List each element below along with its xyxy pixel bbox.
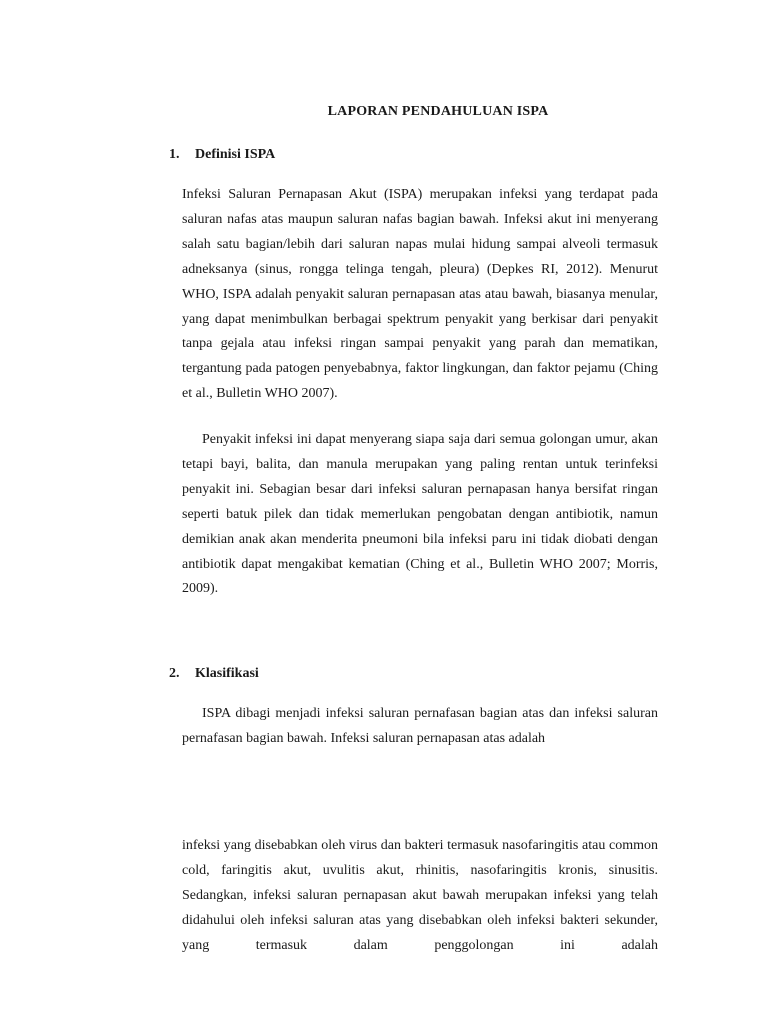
section-number: 2.: [169, 666, 180, 681]
document-title: LAPORAN PENDAHULUAN ISPA: [327, 104, 549, 119]
paragraph-klasifikasi-1: ISPA dibagi menjadi infeksi saluran pernafasan bagian atas dan infeksi saluran pernafasan bagian bawah. Infeksi saluran pernapasan atas adalah: [182, 706, 658, 746]
paragraph-klasifikasi-2: infeksi yang disebabkan oleh virus dan bakteri termasuk nasofaringitis atau common cold, faringitis akut, uvulitis akut, rhinitis, nasofaringitis kronis, sinusitis. Sedangkan, infeksi saluran pernapasan akut bawah merupakan infeksi yang telah didahului oleh infeksi saluran atas yang disebabkan oleh infeksi bakteri sekunder, yang termasuk dalam penggolongan ini adalah: [182, 838, 658, 953]
paragraph-definisi-1: Infeksi Saluran Pernapasan Akut (ISPA) merupakan infeksi yang terdapat pada saluran nafas atas maupun saluran nafas bagian bawah. Infeksi akut ini menyerang salah satu bagian/lebih dari saluran napas mulai hidung sampai alveoli termasuk adneksanya (sinus, rongga telinga tengah, pleura) (Depkes RI, 2012). Menurut WHO, ISPA adalah penyakit saluran pernapasan atas atau bawah, biasanya menular, yang dapat menimbulkan berbagai spektrum penyakit yang berkisar dari penyakit tanpa gejala atau infeksi ringan sampai penyakit yang parah dan mematikan, tergantung pada patogen penyebabnya, faktor lingkungan, dan faktor pejamu (Ching et al., Bulletin WHO 2007).: [182, 187, 658, 402]
section-heading-klasifikasi: [169, 666, 259, 682]
section-number: 1.: [169, 147, 180, 162]
paragraph-definisi-2: Penyakit infeksi ini dapat menyerang siapa saja dari semua golongan umur, akan tetapi bayi, balita, dan manula merupakan yang paling rentan untuk terinfeksi penyakit ini. Sebagian besar dari infeksi saluran pernapasan hanya bersifat ringan seperti batuk pilek dan tidak memerlukan pengobatan dengan antibiotik, namun demikian anak akan menderita pneumoni bila infeksi paru ini tidak diobati dengan antibiotik dapat mengakibat kematian (Ching et al., Bulletin WHO 2007; Morris, 2009).: [182, 432, 658, 597]
section-heading-definisi: [169, 147, 275, 163]
section-title: Definisi ISPA: [195, 147, 276, 162]
section-title: Klasifikasi: [195, 666, 259, 681]
